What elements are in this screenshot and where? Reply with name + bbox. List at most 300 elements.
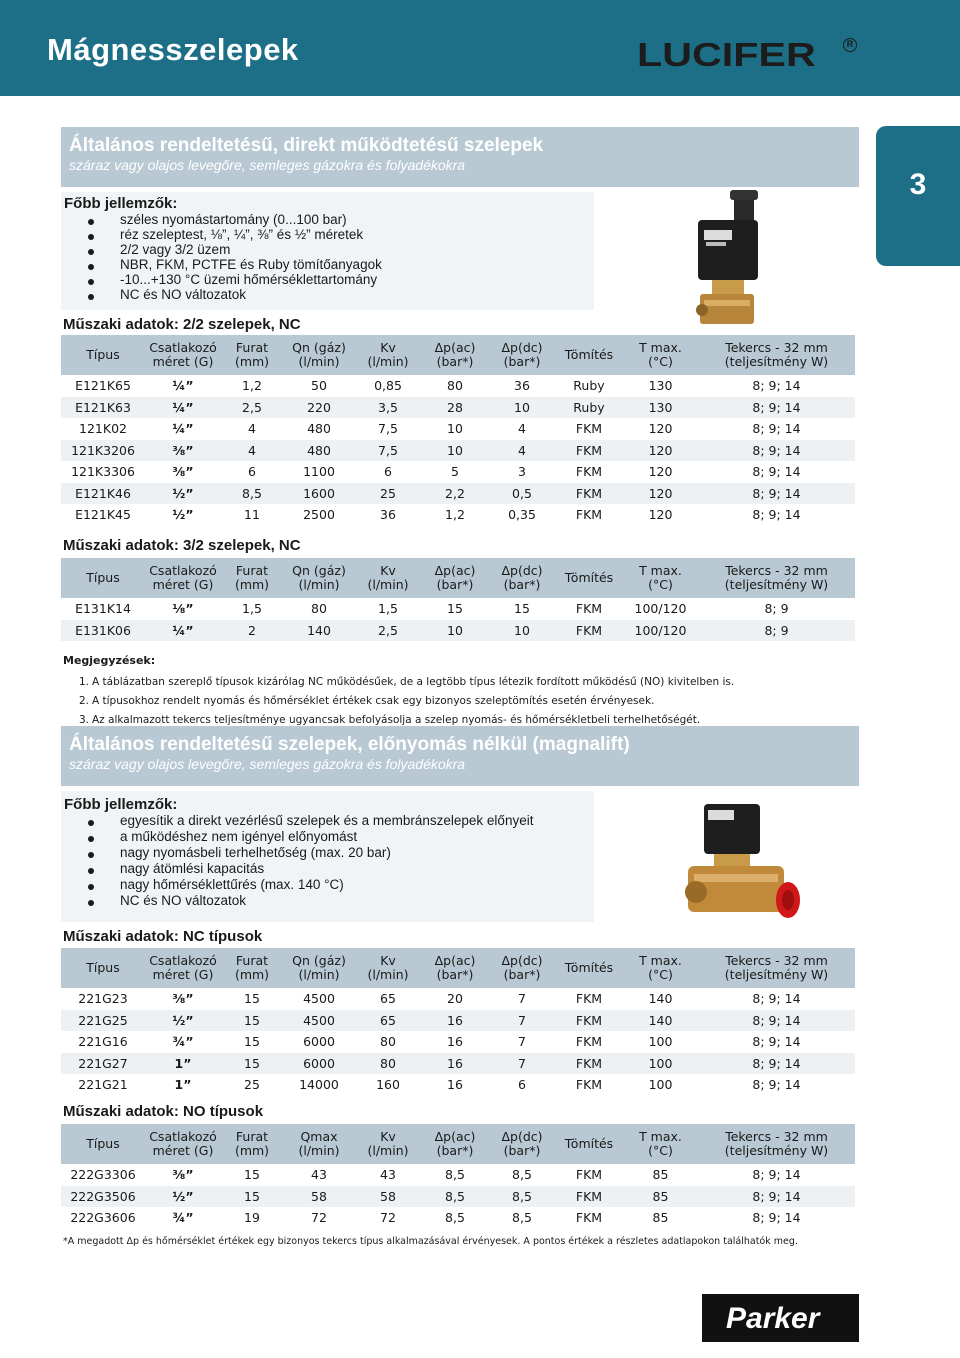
table-row — [61, 397, 855, 419]
table-cell: 100 — [623, 1053, 698, 1075]
table-cell: 140 — [283, 620, 355, 642]
table-cell: 6000 — [283, 1031, 355, 1053]
table-cell: 3,5 — [355, 397, 421, 419]
column-header — [283, 558, 355, 598]
column-header-line: (teljesítmény W) — [724, 1143, 829, 1158]
column-header-line: Csatlakozó — [149, 1129, 217, 1144]
column-header — [145, 558, 221, 598]
table-cell: 8; 9; 14 — [698, 1164, 855, 1186]
table-cell: ⅛” — [145, 598, 221, 620]
table-cell: FKM — [555, 504, 623, 526]
column-header — [221, 335, 283, 375]
table-row — [61, 1053, 855, 1075]
table-cell: 20 — [421, 988, 489, 1010]
table-cell: ⅜” — [145, 461, 221, 483]
column-header-line: (mm) — [234, 967, 270, 982]
table-cell: 1,5 — [221, 598, 283, 620]
column-header-line: Δp(ac) — [434, 563, 476, 578]
table-cell: 15 — [221, 1010, 283, 1032]
table-cell: 80 — [283, 598, 355, 620]
table-cell: 6 — [355, 461, 421, 483]
table-cell: 221G21 — [61, 1074, 145, 1096]
feature-item: réz szeleptest, ⅛”, ¼”, ⅜” és ½” méretek — [61, 227, 594, 242]
table-cell: 140 — [623, 988, 698, 1010]
table-cell: 140 — [623, 1010, 698, 1032]
column-header — [623, 948, 698, 988]
lucifer-logo: LUCIFER — [637, 36, 816, 73]
column-header — [623, 558, 698, 598]
table-row — [61, 461, 855, 483]
section1-features — [61, 192, 594, 310]
table-row — [61, 483, 855, 505]
table-cell: 28 — [421, 397, 489, 419]
section1-header — [61, 127, 859, 187]
table-row — [61, 375, 855, 397]
table-cell: FKM — [555, 1186, 623, 1208]
table-cell: 15 — [421, 598, 489, 620]
feature-item: NC és NO változatok — [61, 287, 594, 302]
column-header-line: Kv — [380, 1129, 396, 1144]
section2-subtitle: száraz vagy olajos levegőre, semleges gázokra és folyadékokra — [69, 756, 466, 772]
column-header — [355, 558, 421, 598]
column-header — [489, 558, 555, 598]
table-cell: 43 — [355, 1164, 421, 1186]
feature-item: széles nyomástartomány (0...100 bar) — [61, 212, 594, 227]
table-cell: 8,5 — [421, 1186, 489, 1208]
table-cell: 8,5 — [421, 1164, 489, 1186]
table-cell: 4 — [221, 418, 283, 440]
section1-title: Általános rendeltetésű, direkt működtetésű szelepek — [69, 135, 544, 156]
table-cell: FKM — [555, 1164, 623, 1186]
table-cell: 1” — [145, 1053, 221, 1075]
table-cell: 15 — [221, 1053, 283, 1075]
column-header — [355, 948, 421, 988]
column-header-line: (l/min) — [367, 1143, 409, 1158]
table-cell: FKM — [555, 461, 623, 483]
table-row — [61, 1186, 855, 1208]
table-cell: 43 — [283, 1164, 355, 1186]
column-header-line: Δp(dc) — [501, 563, 543, 578]
table-cell: ¾” — [145, 1207, 221, 1229]
column-header — [421, 335, 489, 375]
column-header — [421, 948, 489, 988]
column-header-line: (°C) — [648, 577, 673, 592]
page-title: Mágnesszelepek — [47, 32, 299, 67]
table-cell: 8; 9; 14 — [698, 397, 855, 419]
feature-item: -10...+130 °C üzemi hőmérséklettartomány — [61, 272, 594, 287]
table-cell: 8; 9; 14 — [698, 988, 855, 1010]
table-cell: 80 — [421, 375, 489, 397]
feature-list — [61, 813, 594, 909]
column-header — [145, 1124, 221, 1164]
table-cell: 120 — [623, 483, 698, 505]
column-header-line: (bar*) — [503, 967, 541, 982]
magnalift-valve-image — [684, 790, 804, 930]
column-header-line: (mm) — [234, 577, 270, 592]
column-header-line: Tömítés — [564, 1136, 614, 1151]
column-header-line: Típus — [86, 570, 120, 585]
table-cell: ¼” — [145, 620, 221, 642]
registered-mark: R — [843, 38, 857, 52]
table-cell: 8; 9; 14 — [698, 1031, 855, 1053]
table-cell: E121K45 — [61, 504, 145, 526]
table-cell: FKM — [555, 483, 623, 505]
table-cell: 8; 9; 14 — [698, 483, 855, 505]
table-cell: 6 — [221, 461, 283, 483]
table-cell: 8; 9; 14 — [698, 1186, 855, 1208]
table-cell: ⅜” — [145, 440, 221, 462]
column-header-line: Tömítés — [564, 347, 614, 362]
column-header — [355, 335, 421, 375]
table-cell: 6000 — [283, 1053, 355, 1075]
table-cell: 8; 9; 14 — [698, 1010, 855, 1032]
table-cell: 8; 9; 14 — [698, 1207, 855, 1229]
spec-table-nc-types — [61, 948, 855, 1096]
table-cell: 10 — [489, 397, 555, 419]
table-cell: ¼” — [145, 375, 221, 397]
table-cell: 15 — [489, 598, 555, 620]
column-header-line: méret (G) — [152, 1143, 214, 1158]
table-cell: 25 — [355, 483, 421, 505]
table-cell: Ruby — [555, 397, 623, 419]
note-item: 2. A típusokhoz rendelt nyomás és hőmérséklet értékek csak egy bizonyos szeleptömítés esetén érvényesek. — [79, 694, 655, 707]
column-header — [555, 558, 623, 598]
column-header-line: Δp(ac) — [434, 340, 476, 355]
table-cell: 58 — [283, 1186, 355, 1208]
table-cell: ½” — [145, 1186, 221, 1208]
table-cell: FKM — [555, 620, 623, 642]
table-cell: 130 — [623, 397, 698, 419]
table-cell: 100 — [623, 1074, 698, 1096]
column-header-line: (l/min) — [298, 577, 340, 592]
table-cell: E131K06 — [61, 620, 145, 642]
table-cell: 4500 — [283, 1010, 355, 1032]
column-header — [698, 335, 855, 375]
table-cell: 8,5 — [221, 483, 283, 505]
table-cell: 2,2 — [421, 483, 489, 505]
parker-logo-text: Parker — [726, 1302, 820, 1335]
column-header-line: Tekercs - 32 mm — [725, 1129, 828, 1144]
features-title: Főbb jellemzők: — [64, 195, 178, 212]
table-cell: 7 — [489, 1010, 555, 1032]
table-cell: 4 — [489, 418, 555, 440]
table-cell: 15 — [221, 988, 283, 1010]
table-cell: 8; 9 — [698, 598, 855, 620]
table-cell: 4 — [489, 440, 555, 462]
notes — [63, 654, 863, 729]
table4-heading: Műszaki adatok: NO típusok — [63, 1103, 264, 1120]
table-cell: 7,5 — [355, 440, 421, 462]
column-header — [145, 948, 221, 988]
table-cell: 221G16 — [61, 1031, 145, 1053]
table-cell: 8; 9; 14 — [698, 461, 855, 483]
notes-title: Megjegyzések: — [63, 654, 156, 667]
table-cell: 7,5 — [355, 418, 421, 440]
table-cell: 15 — [221, 1031, 283, 1053]
column-header-line: méret (G) — [152, 354, 214, 369]
table-cell: 121K02 — [61, 418, 145, 440]
feature-item: 2/2 vagy 3/2 üzem — [61, 242, 594, 257]
column-header-line: Δp(dc) — [501, 1129, 543, 1144]
column-header-line: Kv — [380, 953, 396, 968]
table-cell: 8,5 — [421, 1207, 489, 1229]
table-cell: FKM — [555, 440, 623, 462]
column-header-line: Tekercs - 32 mm — [725, 340, 828, 355]
table-row — [61, 418, 855, 440]
table-cell: 85 — [623, 1164, 698, 1186]
column-header-line: (teljesítmény W) — [724, 967, 829, 982]
table-row — [61, 620, 855, 642]
column-header — [698, 948, 855, 988]
column-header-line: Csatlakozó — [149, 953, 217, 968]
parker-logo — [702, 1294, 859, 1342]
table-cell: 1,2 — [221, 375, 283, 397]
table-cell: 2 — [221, 620, 283, 642]
column-header-line: Csatlakozó — [149, 563, 217, 578]
column-header-line: Típus — [86, 347, 120, 362]
table-cell: 7 — [489, 1031, 555, 1053]
table-cell: FKM — [555, 1207, 623, 1229]
column-header-line: (bar*) — [436, 1143, 474, 1158]
table-cell: ⅜” — [145, 988, 221, 1010]
column-header-line: méret (G) — [152, 577, 214, 592]
column-header-line: T max. — [639, 953, 682, 968]
table-cell: 8; 9 — [698, 620, 855, 642]
column-header — [61, 948, 145, 988]
table-cell: 1,2 — [421, 504, 489, 526]
column-header-line: Tekercs - 32 mm — [725, 563, 828, 578]
table-cell: 85 — [623, 1207, 698, 1229]
table-cell: 50 — [283, 375, 355, 397]
table-cell: Ruby — [555, 375, 623, 397]
column-header-line: (l/min) — [367, 577, 409, 592]
table-cell: 10 — [421, 620, 489, 642]
feature-item: NBR, FKM, PCTFE és Ruby tömítőanyagok — [61, 257, 594, 272]
column-header-line: (l/min) — [298, 1143, 340, 1158]
column-header-line: (°C) — [648, 1143, 673, 1158]
column-header — [623, 335, 698, 375]
column-header-line: Furat — [235, 340, 269, 355]
column-header-line: Furat — [235, 1129, 269, 1144]
table-cell: 7 — [489, 988, 555, 1010]
table-cell: 8; 9; 14 — [698, 418, 855, 440]
table-cell: 480 — [283, 418, 355, 440]
feature-item: a működéshez nem igényel előnyomást — [61, 829, 594, 845]
feature-item: nagy nyomásbeli terhelhetőség (max. 20 bar) — [61, 845, 594, 861]
column-header-line: (bar*) — [503, 1143, 541, 1158]
column-header-line: (l/min) — [367, 967, 409, 982]
table-row — [61, 988, 855, 1010]
feature-item: nagy hőmérséklettűrés (max. 140 °C) — [61, 877, 594, 893]
table-cell: 36 — [489, 375, 555, 397]
column-header-line: (teljesítmény W) — [724, 354, 829, 369]
table-cell: 1” — [145, 1074, 221, 1096]
column-header-line: Δp(ac) — [434, 953, 476, 968]
column-header-line: (mm) — [234, 354, 270, 369]
table-cell: 100/120 — [623, 620, 698, 642]
table-cell: 72 — [355, 1207, 421, 1229]
column-header — [61, 335, 145, 375]
column-header — [145, 335, 221, 375]
column-header-line: (l/min) — [367, 354, 409, 369]
section1-subtitle: száraz vagy olajos levegőre, semleges gázokra és folyadékokra — [69, 157, 466, 173]
table-cell: 0,35 — [489, 504, 555, 526]
table-cell: 72 — [283, 1207, 355, 1229]
table-cell: 0,85 — [355, 375, 421, 397]
table-cell: 36 — [355, 504, 421, 526]
column-header — [283, 335, 355, 375]
table-cell: FKM — [555, 1010, 623, 1032]
table-cell: 121K3206 — [61, 440, 145, 462]
table-cell: 8; 9; 14 — [698, 1053, 855, 1075]
table-cell: ¾” — [145, 1031, 221, 1053]
column-header — [555, 1124, 623, 1164]
column-header-line: Qn (gáz) — [292, 953, 346, 968]
table-cell: 130 — [623, 375, 698, 397]
table-cell: 221G25 — [61, 1010, 145, 1032]
table-cell: 6 — [489, 1074, 555, 1096]
table-cell: 58 — [355, 1186, 421, 1208]
column-header-line: Típus — [86, 960, 120, 975]
table-cell: 480 — [283, 440, 355, 462]
table-cell: 25 — [221, 1074, 283, 1096]
table-cell: 11 — [221, 504, 283, 526]
table-cell: 16 — [421, 1010, 489, 1032]
column-header — [421, 558, 489, 598]
table-cell: 222G3506 — [61, 1186, 145, 1208]
table-cell: 1,5 — [355, 598, 421, 620]
column-header-line: (teljesítmény W) — [724, 577, 829, 592]
column-header-line: Δp(dc) — [501, 340, 543, 355]
table-row — [61, 1207, 855, 1229]
footnote: *A megadott Δp és hőmérséklet értékek egy bizonyos tekercs típus alkalmazásával érvényesek. A pontos értékek a részletes adatlapokon találhatók meg. — [63, 1236, 798, 1247]
column-header — [421, 1124, 489, 1164]
table-cell: 8,5 — [489, 1207, 555, 1229]
column-header-line: T max. — [639, 563, 682, 578]
column-header-line: Csatlakozó — [149, 340, 217, 355]
table-cell: 121K3306 — [61, 461, 145, 483]
column-header — [221, 948, 283, 988]
column-header-line: Qn (gáz) — [292, 340, 346, 355]
feature-item: NC és NO változatok — [61, 893, 594, 909]
table-cell: ⅜” — [145, 1164, 221, 1186]
section2-header — [61, 726, 859, 786]
table-cell: 4500 — [283, 988, 355, 1010]
table-cell: 10 — [489, 620, 555, 642]
spec-table-no-types — [61, 1124, 855, 1229]
column-header — [221, 1124, 283, 1164]
column-header-line: Δp(dc) — [501, 953, 543, 968]
table-cell: 100/120 — [623, 598, 698, 620]
table-cell: 120 — [623, 504, 698, 526]
table-cell: 160 — [355, 1074, 421, 1096]
table-cell: 15 — [221, 1164, 283, 1186]
column-header-line: méret (G) — [152, 967, 214, 982]
table-cell: 16 — [421, 1074, 489, 1096]
table-cell: 222G3306 — [61, 1164, 145, 1186]
table-cell: 2,5 — [221, 397, 283, 419]
section2-title: Általános rendeltetésű szelepek, előnyomás nélkül (magnalift) — [69, 734, 630, 755]
table-cell: 222G3606 — [61, 1207, 145, 1229]
column-header — [61, 558, 145, 598]
table-cell: 5 — [421, 461, 489, 483]
column-header-line: Kv — [380, 340, 396, 355]
table-cell: ½” — [145, 483, 221, 505]
column-header-line: (l/min) — [298, 967, 340, 982]
spec-table-22-nc — [61, 335, 855, 526]
table-cell: 65 — [355, 1010, 421, 1032]
column-header-line: (bar*) — [503, 354, 541, 369]
table-cell: 8; 9; 14 — [698, 504, 855, 526]
table-cell: 8; 9; 14 — [698, 1074, 855, 1096]
column-header-line: Qmax — [300, 1129, 338, 1144]
section2-features — [61, 791, 594, 922]
table-cell: 15 — [221, 1186, 283, 1208]
column-header-line: (bar*) — [436, 967, 474, 982]
column-header-line: Furat — [235, 563, 269, 578]
table-cell: 16 — [421, 1031, 489, 1053]
table-cell: 10 — [421, 440, 489, 462]
table-cell: FKM — [555, 418, 623, 440]
column-header-line: (bar*) — [503, 577, 541, 592]
table-cell: ½” — [145, 1010, 221, 1032]
table-cell: ¼” — [145, 418, 221, 440]
table2-heading: Műszaki adatok: 3/2 szelepek, NC — [63, 537, 301, 554]
column-header — [555, 948, 623, 988]
table-cell: FKM — [555, 1031, 623, 1053]
note-item: 3. Az alkalmazott tekercs teljesítménye ugyancsak befolyásolja a szelep nyomás- és hőmérsékletbeli terhelhetőségét. — [79, 713, 701, 726]
column-header-line: Típus — [86, 1136, 120, 1151]
table-cell: 2,5 — [355, 620, 421, 642]
page-header — [0, 0, 960, 96]
table-cell: 19 — [221, 1207, 283, 1229]
column-header — [283, 948, 355, 988]
table-cell: 100 — [623, 1031, 698, 1053]
column-header — [489, 1124, 555, 1164]
table-row — [61, 1074, 855, 1096]
column-header-line: (bar*) — [436, 354, 474, 369]
column-header — [283, 1124, 355, 1164]
table-row — [61, 1164, 855, 1186]
table-cell: FKM — [555, 988, 623, 1010]
column-header-line: Tömítés — [564, 570, 614, 585]
table3-heading: Műszaki adatok: NC típusok — [63, 928, 263, 945]
table-cell: 14000 — [283, 1074, 355, 1096]
column-header — [489, 948, 555, 988]
table-cell: 8; 9; 14 — [698, 440, 855, 462]
column-header — [698, 558, 855, 598]
feature-list — [61, 212, 594, 302]
table-row — [61, 440, 855, 462]
column-header-line: (bar*) — [436, 577, 474, 592]
column-header — [355, 1124, 421, 1164]
column-header-line: Δp(ac) — [434, 1129, 476, 1144]
chapter-tab — [876, 126, 960, 266]
column-header-line: Tekercs - 32 mm — [725, 953, 828, 968]
note-item: 1. A táblázatban szereplő típusok kizárólag NC működésűek, de a legtöbb típus létezik fordított működésű (NO) kivitelben is. — [79, 675, 735, 688]
column-header-line: T max. — [639, 340, 682, 355]
table-cell: FKM — [555, 1074, 623, 1096]
table-cell: 120 — [623, 440, 698, 462]
chapter-number: 3 — [909, 168, 927, 201]
table-row — [61, 504, 855, 526]
table-cell: 221G27 — [61, 1053, 145, 1075]
column-header-line: Furat — [235, 953, 269, 968]
table-cell: 65 — [355, 988, 421, 1010]
table-cell: 80 — [355, 1031, 421, 1053]
table-cell: 120 — [623, 461, 698, 483]
table-cell: 1100 — [283, 461, 355, 483]
